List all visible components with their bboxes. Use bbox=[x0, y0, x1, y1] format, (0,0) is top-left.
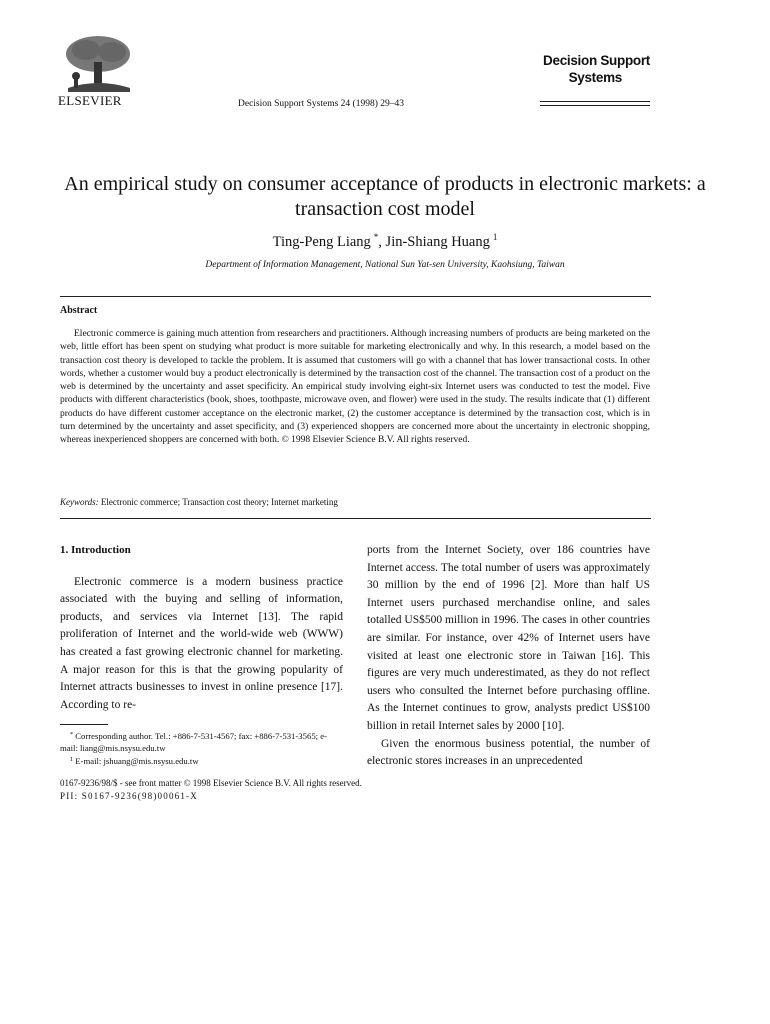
journal-brand bbox=[538, 52, 650, 86]
section-heading: 1. Introduction bbox=[60, 544, 131, 556]
author-affiliation: Department of Information Management, National Sun Yat-sen University, Kaohsiung, Taiwan bbox=[205, 260, 565, 270]
journal-brand-rule bbox=[540, 105, 650, 106]
abstract-text: Electronic commerce is gaining much attention from researchers and practitioners. Although increasing numbers of products are being marketed on the web, little effort has been spent on studying what product is more suitable for marketing electronically and why. In this research, a model based on the transaction cost theory is developed to tackle the problem. It is assumed that customers will go with a channel that has lower transactional costs. In other words, whether a customer would buy a product electronically is determined by the transaction cost of the channel. The transaction cost of a product on the web is determined by the uncertainty and asset specificity. An empirical study involving eight-six Internet users was conducted to test the model. Five products with different characteristics (book, shoes, toothpaste, microwave oven, and flower) were used in the study. The results indicate that (1) different products do have different customer acceptance on the electronic market, (2) the customer acceptance is determined by the transaction cost, which is in turn determined by the uncertainty and asset specificity, and (3) experienced shoppers are concerned more about the uncertainty in electronic shopping, whereas inexperienced shoppers are concerned with both. © 1998 Elsevier Science B.V. All rights reserved. bbox=[60, 329, 650, 446]
keywords-text: Electronic commerce; Transaction cost theory; Internet marketing bbox=[100, 497, 338, 507]
journal-name-line1: Decision Support bbox=[543, 53, 650, 68]
journal-citation: Decision Support Systems 24 (1998) 29–43 bbox=[238, 99, 404, 109]
body-column-left bbox=[60, 542, 343, 714]
footnote-mark: 1 bbox=[70, 756, 74, 763]
body-paragraph: Given the enormous business potential, the number of electronic stores increases in an unprecedented bbox=[367, 737, 650, 768]
body-column-right bbox=[367, 542, 650, 771]
keywords-line bbox=[60, 497, 338, 507]
body-paragraph: Electronic commerce is a modern business practice associated with the buying and selling of information, products, and services via Internet [13]. The rapid proliferation of Internet and the world-wide web (WWW) has created a fast growing electronic channel for marketing. A major reason for this is that the growing popularity of Internet attracts businesses to invest in online presence [17]. According to re- bbox=[60, 575, 343, 711]
publisher-name: ELSEVIER bbox=[58, 93, 122, 108]
keywords-label: Keywords: bbox=[60, 497, 99, 507]
footnote-mark: * bbox=[70, 731, 74, 738]
footnote-text: E-mail: jshuang@mis.nsysu.edu.tw bbox=[75, 756, 199, 766]
body-paragraph: ports from the Internet Society, over 186 countries have Internet access. The total number of users was approximately 30 million by the end of 1996 [2]. More than half US Internet users purchased merchandise online, and sales totalled US$500 million in 1996. The cases in other countries are similar. For instance, over 42% of Internet users have visited at least one electronic store in Taiwan [16]. This figures are very much underestimated, as they do not reflect users who consulted the Internet before purchasing offline. As the Internet continues to grow, analysts predict US$100 billion in retail Internet sales by 2000 [10]. bbox=[367, 544, 650, 732]
journal-name-line2: Systems bbox=[568, 70, 622, 85]
footnote bbox=[60, 754, 343, 767]
elsevier-tree-logo bbox=[58, 32, 138, 94]
author-name: Jin-Shiang Huang bbox=[385, 234, 490, 250]
footnote-rule bbox=[60, 724, 108, 725]
author-name: Ting-Peng Liang bbox=[272, 234, 371, 250]
footnotes bbox=[60, 724, 343, 767]
journal-brand-rule bbox=[540, 101, 650, 102]
abstract-heading: Abstract bbox=[60, 305, 98, 316]
pii-line: PII: S0167-9236(98)00061-X bbox=[60, 790, 198, 801]
paper-title: An empirical study on consumer acceptance of products in electronic markets: a transaction cost model bbox=[64, 173, 706, 220]
abstract-top-rule bbox=[60, 296, 651, 297]
paper-authors bbox=[60, 232, 710, 251]
author-footnote-mark: * bbox=[373, 232, 379, 242]
front-matter bbox=[60, 777, 362, 802]
abstract-bottom-rule bbox=[60, 518, 651, 519]
author-separator: , bbox=[378, 234, 386, 250]
footnote-text: Corresponding author. Tel.: +886-7-531-4567; fax: +886-7-531-3565; e-mail: liang@mis.nsysu.edu.tw bbox=[60, 731, 328, 753]
footnote bbox=[60, 729, 343, 754]
copyright-line: 0167-9236/98/$ - see front matter © 1998 Elsevier Science B.V. All rights reserved. bbox=[60, 778, 362, 788]
author-footnote-mark: 1 bbox=[492, 232, 498, 242]
